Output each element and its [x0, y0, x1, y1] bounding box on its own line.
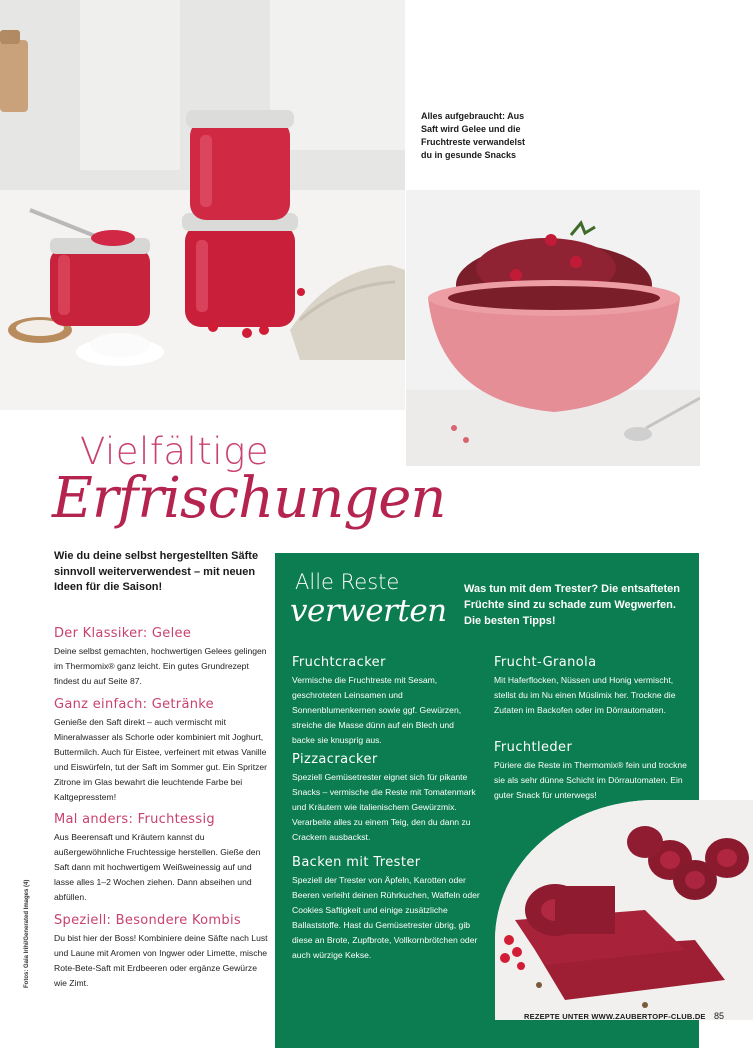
tips-box-title-line1: Alle Reste: [295, 570, 400, 594]
tip-backen-mit-trester: [292, 855, 487, 963]
section-title: Der Klassiker: Gelee: [54, 626, 192, 641]
photo-caption: Alles aufgebraucht: Aus Saft wird Gelee und die Fruchtreste verwandelst du in gesunde Snacks: [421, 111, 526, 160]
tip-frucht-granola: [494, 655, 689, 718]
tip-text: Püriere die Reste im Thermomix® fein und trockne sie als sehr dünne Schicht im Dörrautomaten. Ein guter Snack für unterwegs!: [494, 760, 687, 800]
tip-title: Pizzacracker: [292, 752, 378, 767]
tips-box-intro: Was tun mit dem Trester? Die entsafteten Früchte sind zu schade zum Wegwerfen. Die besten Tipps!: [464, 583, 680, 627]
tip-title: Fruchtcracker: [292, 655, 386, 670]
headline-bottom: Erfrischungen: [52, 466, 446, 531]
headline-top: Vielfältige: [80, 430, 270, 473]
page-number: 85: [714, 1011, 725, 1021]
tip-title: Fruchtleder: [494, 740, 573, 755]
tip-title: Backen mit Trester: [292, 855, 421, 870]
tip-text: Vermische die Fruchtreste mit Sesam, geschroteten Leinsamen und Sonnenblumenkernen sowie ggf. Gewürzen, streiche die Masse dünn auf ein Blech und backe sie knusprig aus.: [292, 675, 462, 745]
section-kombis: [54, 913, 269, 991]
tip-text: Speziell der Trester von Äpfeln, Karotten oder Beeren verleiht deinen Rührkuchen, Waffeln oder Cookies Saftigkeit und einige zusätzliche Ballaststoffe. Hast du Gemüsetrester übrig, gib diese an Brote, Zupfbrote, Vollkornbrötchen oder auch würzige Kekse.: [292, 875, 480, 960]
section-fruchtessig: [54, 812, 269, 905]
section-text: Du bist hier der Boss! Kombiniere deine Säfte nach Lust und Laune mit Aromen von Ingwer oder Limette, mische Rote-Bete-Saft mit Erdbeeren oder ergänze Gewürze wie Zimt.: [54, 933, 268, 988]
section-title: Mal anders: Fruchtessig: [54, 812, 215, 827]
section-title: Ganz einfach: Getränke: [54, 697, 214, 712]
section-text: Aus Beerensaft und Kräutern kannst du außergewöhnliche Fruchtessige herstellen. Gieße den Saft dann mit hochwertigem Weißweinessig auf und lasse alles 1–2 Wochen ziehen. Dann abseihen und abfüllen.: [54, 832, 261, 902]
tips-box-title-line2: verwerten: [290, 593, 447, 629]
footer-url: REZEPTE UNTER WWW.ZAUBERTOPF-CLUB.DE: [524, 1012, 706, 1021]
section-text: Deine selbst gemachten, hochwertigen Gelees gelingen im Thermomix® ganz leicht. Ein gutes Grundrezept findest du auf Seite 87.: [54, 646, 267, 686]
tip-pizzacracker: [292, 752, 477, 845]
tip-fruchtleder: [494, 740, 689, 803]
tip-text: Mit Haferflocken, Nüssen und Honig vermischt, stellst du im Nu einen Müslimix her. Trockne die Zutaten im Backofen oder im Dörrautomaten.: [494, 675, 676, 715]
section-gelee: [54, 626, 269, 689]
tip-text: Speziell Gemüsetrester eignet sich für pikante Snacks – vermische die Reste mit Tomatenmark und Kräutern wie italienischem Gewürzmix. Verarbeite alles zu einem Teig, den du dann zu Crackern ausbackst.: [292, 772, 476, 842]
tip-title: Frucht-Granola: [494, 655, 597, 670]
jelly-jars-photo: [0, 0, 405, 410]
tip-fruchtcracker: [292, 655, 477, 748]
fruit-pulp-bowl-photo: [406, 190, 700, 466]
photo-credit: Fotos: Gaia Irihi/Generated Images (4): [24, 879, 30, 988]
section-text: Genieße den Saft direkt – auch vermischt mit Mineralwasser als Schorle oder kombiniert mit Joghurt, Buttermilch. Auch für Eistee, verfeinert mit etwas Vanille und Eiswürfeln, tut der Saft im Sommer gut. Ein Spritzer Zitrone im Glas bewahrt die leuchtende Farbe bei Kaltgepresstem!: [54, 717, 268, 802]
intro-text: Wie du deine selbst hergestellten Säfte sinnvoll weiterverwendest – mit neuen Ideen für die Saison!: [54, 550, 259, 593]
section-title: Speziell: Besondere Kombis: [54, 913, 241, 928]
section-getraenke: [54, 697, 269, 805]
